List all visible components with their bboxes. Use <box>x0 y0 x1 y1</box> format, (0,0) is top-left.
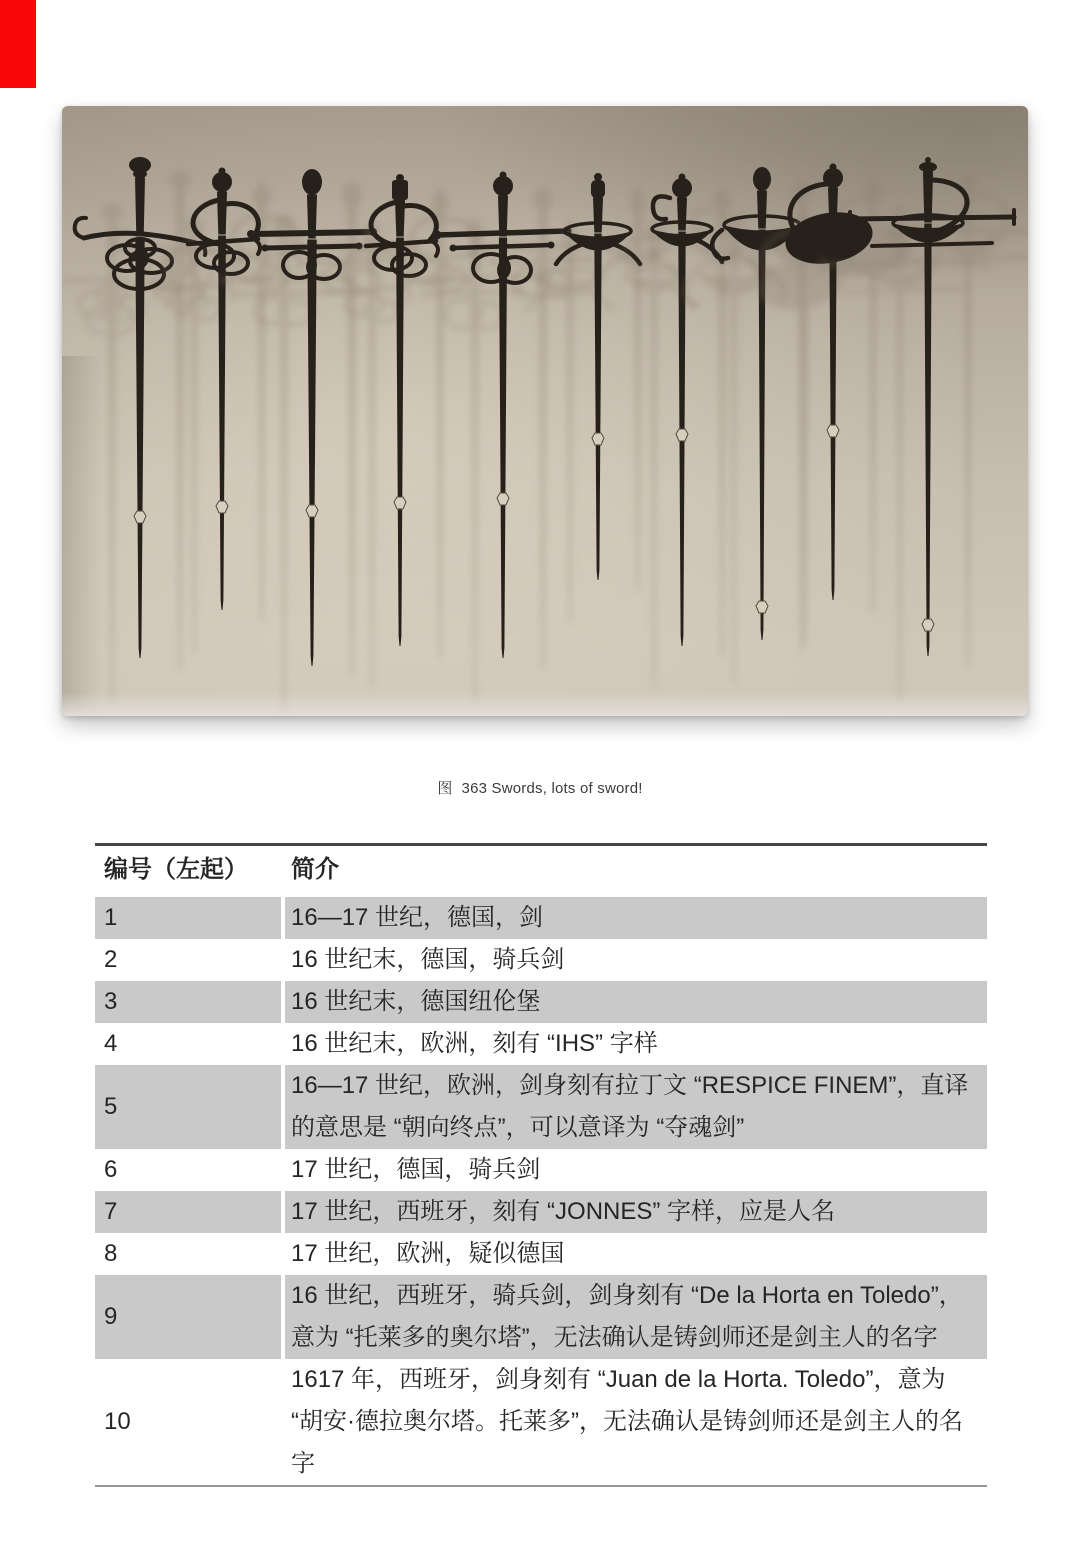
table-row-10 <box>95 1359 987 1485</box>
red-corner-mark <box>0 0 36 88</box>
table-row-8 <box>95 1233 987 1275</box>
row-number-cell: 10 <box>104 1408 131 1435</box>
table-header-number: 编号（左起） <box>104 856 248 883</box>
row-description-cell: 16 世纪末，德国，骑兵剑 <box>291 946 565 973</box>
row-description-cell: 17 世纪，西班牙，刻有 “JONNES” 字样，应是人名 <box>285 1191 987 1233</box>
row-number-cell: 1 <box>95 897 281 939</box>
swords-table <box>95 843 987 1487</box>
table-row-4 <box>95 1023 987 1065</box>
row-description-cell: 17 世纪，欧洲，疑似德国 <box>291 1240 565 1267</box>
row-number-cell: 5 <box>95 1065 281 1149</box>
caption-text: 363 Swords, lots of sword! <box>461 780 643 797</box>
row-number-cell: 9 <box>95 1275 281 1359</box>
row-description-cell: 16 世纪末，德国纽伦堡 <box>285 981 987 1023</box>
table-header-row <box>95 846 987 897</box>
table-body <box>95 897 987 1485</box>
swords-photo-canvas <box>62 106 1028 716</box>
row-number-cell: 6 <box>104 1156 118 1183</box>
row-description-cell: 16—17 世纪，德国，剑 <box>285 897 987 939</box>
table-row-2 <box>95 939 987 981</box>
row-description-cell: 17 世纪，德国，骑兵剑 <box>291 1156 541 1183</box>
row-number-cell: 4 <box>104 1030 118 1057</box>
table-row-5 <box>95 1065 987 1149</box>
table-header-description: 简介 <box>291 856 339 883</box>
table-row-3 <box>95 981 987 1023</box>
row-description-cell: 16 世纪末，欧洲，刻有 “IHS” 字样 <box>291 1030 658 1057</box>
photo-caption <box>0 777 1080 798</box>
caption-figure-label: 图 <box>437 780 453 797</box>
table-row-6 <box>95 1149 987 1191</box>
row-number-cell: 3 <box>95 981 281 1023</box>
swords-photo <box>62 106 1028 716</box>
table-row-7 <box>95 1191 987 1233</box>
row-number-cell: 8 <box>104 1240 118 1267</box>
row-description-cell: 1617 年，西班牙，剑身刻有 “Juan de la Horta. Toledo”，意为 “胡安·德拉奥尔塔。托莱多”，无法确认是铸剑师还是剑主人的名字 <box>291 1366 963 1477</box>
row-number-cell: 7 <box>95 1191 281 1233</box>
row-description-cell: 16—17 世纪，欧洲，剑身刻有拉丁文 “RESPICE FINEM”，直译的意思是 “朝向终点”，可以意译为 “夺魂剑” <box>285 1065 987 1149</box>
row-number-cell: 2 <box>104 946 118 973</box>
row-description-cell: 16 世纪，西班牙，骑兵剑，剑身刻有 “De la Horta en Toledo”，意为 “托莱多的奥尔塔”，无法确认是铸剑师还是剑主人的名字 <box>285 1275 987 1359</box>
table-row-1 <box>95 897 987 939</box>
table-row-9 <box>95 1275 987 1359</box>
